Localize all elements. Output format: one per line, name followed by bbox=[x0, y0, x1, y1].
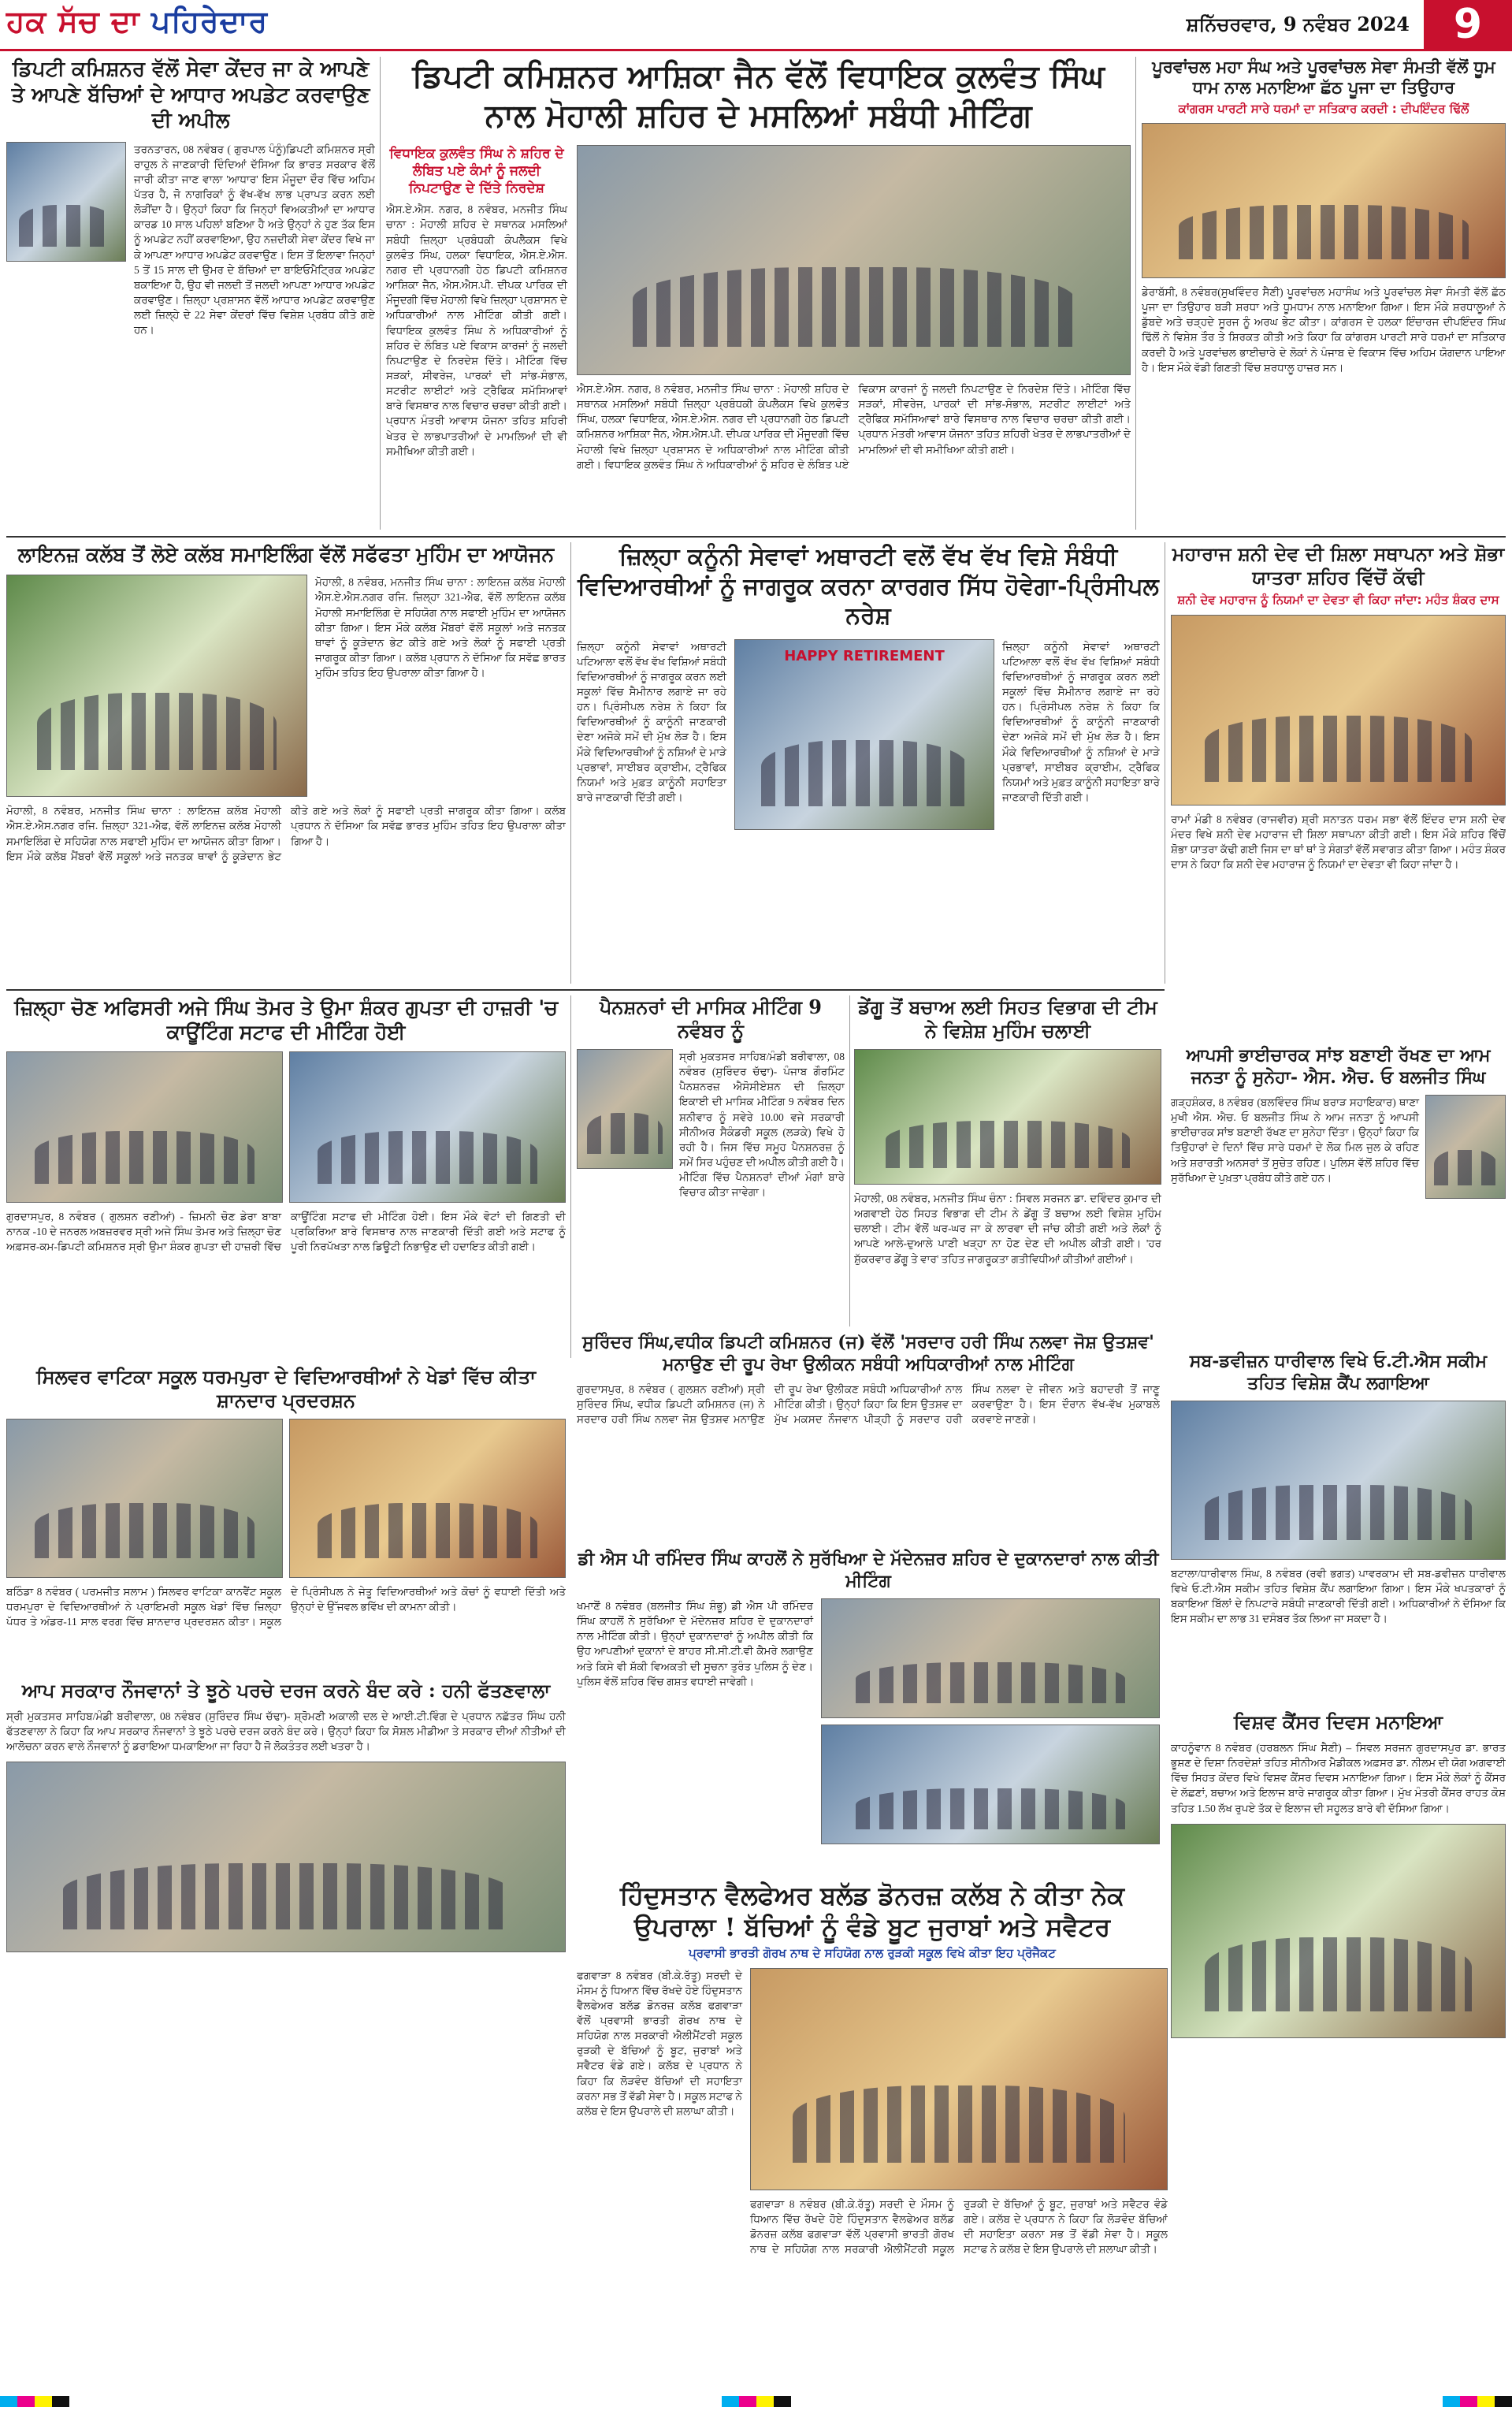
article-body: ਬਠਿੰਡਾ 8 ਨਵੰਬਰ ( ਪਰਮਜੀਤ ਸਲਾਮ ) ਸਿਲਵਰ ਵਾਟਿਕਾ ਕਾਨਵੈਂਟ ਸਕੂਲ ਧਰਮਪੁਰਾ ਦੇ ਵਿਦਿਆਰਥੀਆਂ ਨੇ ਪ੍ਰਾਇਮਰੀ ਸਕੂਲ ਖੇਡਾਂ ਵਿੱਚ ਜ਼ਿਲ੍ਹਾ ਪੱਧਰ ਤੇ ਅੰਡਰ-11 ਸਾਲ ਵਰਗ ਵਿੱਚ ਸ਼ਾਨਦਾਰ ਪ੍ਰਦਰਸ਼ਨ ਕੀਤਾ। ਸਕੂਲ ਦੇ ਪ੍ਰਿੰਸੀਪਲ ਨੇ ਜੇਤੂ ਵਿਦਿਆਰਥੀਆਂ ਅਤੇ ਕੋਚਾਂ ਨੂੰ ਵਧਾਈ ਦਿੱਤੀ ਅਤੇ ਉਨ੍ਹਾਂ ਦੇ ਉੱਜਵਲ ਭਵਿੱਖ ਦੀ ਕਾਮਨਾ ਕੀਤੀ। bbox=[6, 1586, 566, 1628]
logo-left: ਹਕ ਸੱਚ ਦਾ bbox=[6, 3, 140, 39]
article-photo bbox=[6, 1762, 566, 1952]
column-divider bbox=[380, 57, 381, 530]
article-dengue bbox=[854, 995, 1161, 1326]
article-ots-camp bbox=[1171, 1351, 1506, 1706]
article-body: ਐਸ.ਏ.ਐਸ. ਨਗਰ, 8 ਨਵੰਬਰ, ਮਨਜੀਤ ਸਿੰਘ ਚਾਨਾ : ਮੋਹਾਲੀ ਸ਼ਹਿਰ ਦੇ ਸਥਾਨਕ ਮਸਲਿਆਂ ਸਬੰਧੀ ਜ਼ਿਲ੍ਹਾ ਪ੍ਰਬੰਧਕੀ ਕੰਪਲੈਕਸ ਵਿਖੇ ਕੁਲਵੰਤ ਸਿੰਘ, ਹਲਕਾ ਵਿਧਾਇਕ, ਐਸ.ਏ.ਐਸ. ਨਗਰ ਦੀ ਪ੍ਰਧਾਨਗੀ ਹੇਠ ਡਿਪਟੀ ਕਮਿਸ਼ਨਰ ਆਸ਼ਿਕਾ ਜੈਨ, ਐਸ.ਐਸ.ਪੀ. ਦੀਪਕ ਪਾਰਿਕ ਦੀ ਮੌਜੂਦਗੀ ਵਿੱਚ ਮੋਹਾਲੀ ਵਿਖੇ ਜ਼ਿਲ੍ਹਾ ਪ੍ਰਸ਼ਾਸਨ ਦੇ ਅਧਿਕਾਰੀਆਂ ਨਾਲ ਮੀਟਿੰਗ ਕੀਤੀ ਗਈ। ਵਿਧਾਇਕ ਕੁਲਵੰਤ ਸਿੰਘ ਨੇ ਅਧਿਕਾਰੀਆਂ ਨੂੰ ਸ਼ਹਿਰ ਦੇ ਲੰਬਿਤ ਪਏ ਵਿਕਾਸ ਕਾਰਜਾਂ ਨੂੰ ਜਲਦੀ ਨਿਪਟਾਉਣ ਦੇ ਨਿਰਦੇਸ਼ ਦਿੱਤੇ। ਮੀਟਿੰਗ ਵਿੱਚ ਸੜਕਾਂ, ਸੀਵਰੇਜ, ਪਾਰਕਾਂ ਦੀ ਸਾਂਭ-ਸੰਭਾਲ, ਸਟਰੀਟ ਲਾਈਟਾਂ ਅਤੇ ਟ੍ਰੈਫਿਕ ਸਮੱਸਿਆਵਾਂ ਬਾਰੇ ਵਿਸਥਾਰ ਨਾਲ ਵਿਚਾਰ ਚਰਚਾ ਕੀਤੀ ਗਈ। ਪ੍ਰਧਾਨ ਮੰਤਰੀ ਆਵਾਸ ਯੋਜਨਾ ਤਹਿਤ ਸ਼ਹਿਰੀ ਖੇਤਰ ਦੇ ਲਾਭਪਾਤਰੀਆਂ ਦੇ ਮਾਮਲਿਆਂ ਦੀ ਵੀ ਸਮੀਖਿਆ ਕੀਤੀ ਗਈ। bbox=[386, 203, 567, 457]
article-body: ਖਮਾਣੋਂ 8 ਨਵੰਬਰ (ਬਲਜੀਤ ਸਿੰਘ ਸ਼ੰਭੂ) ਡੀ ਐਸ ਪੀ ਰਮਿੰਦਰ ਸਿੰਘ ਕਾਹਲੋਂ ਨੇ ਸੁਰੱਖਿਆ ਦੇ ਮੱਦੇਨਜ਼ਰ ਸ਼ਹਿਰ ਦੇ ਦੁਕਾਨਦਾਰਾਂ ਨਾਲ ਮੀਟਿੰਗ ਕੀਤੀ। ਉਨ੍ਹਾਂ ਦੁਕਾਨਦਾਰਾਂ ਨੂੰ ਅਪੀਲ ਕੀਤੀ ਕਿ ਉਹ ਆਪਣੀਆਂ ਦੁਕਾਨਾਂ ਦੇ ਬਾਹਰ ਸੀ.ਸੀ.ਟੀ.ਵੀ ਕੈਮਰੇ ਲਗਾਉਣ ਅਤੇ ਕਿਸੇ ਵੀ ਸ਼ੱਕੀ ਵਿਅਕਤੀ ਦੀ ਸੂਚਨਾ ਤੁਰੰਤ ਪੁਲਿਸ ਨੂੰ ਦੇਣ। ਪੁਲਿਸ ਵੱਲੋਂ ਸ਼ਹਿਰ ਵਿੱਚ ਗਸ਼ਤ ਵਧਾਈ ਜਾਵੇਗੀ। bbox=[577, 1600, 813, 1687]
article-headline: ਹਿੰਦੁਸਤਾਨ ਵੈਲਫੇਅਰ ਬਲੱਡ ਡੋਨਰਜ਼ ਕਲੱਬ ਨੇ ਕੀਤਾ ਨੇਕ ਉਪਰਾਲਾ ! ਬੱਚਿਆਂ ਨੂੰ ਵੰਡੇ ਬੂਟ ਜੁਰਾਬਾਂ ਅਤੇ ਸਵੈਟਰ bbox=[619, 1881, 1125, 1942]
article-photo bbox=[750, 1968, 1168, 2190]
article-body-continued: ਜ਼ਿਲ੍ਹਾ ਕਨੂੰਨੀ ਸੇਵਾਵਾਂ ਅਥਾਰਟੀ ਪਟਿਆਲਾ ਵਲੋਂ ਵੱਖ ਵੱਖ ਵਿਸ਼ਿਆਂ ਸਬੰਧੀ ਵਿਦਿਆਰਥੀਆਂ ਨੂੰ ਜਾਗਰੂਕ ਕਰਨ ਲਈ ਸਕੂਲਾਂ ਵਿੱਚ ਸੈਮੀਨਾਰ ਲਗਾਏ ਜਾ ਰਹੇ ਹਨ। ਪ੍ਰਿੰਸੀਪਲ ਨਰੇਸ਼ ਨੇ ਕਿਹਾ ਕਿ ਵਿਦਿਆਰਥੀਆਂ ਨੂੰ ਕਾਨੂੰਨੀ ਜਾਣਕਾਰੀ ਦੇਣਾ ਅਜੋਕੇ ਸਮੇਂ ਦੀ ਮੁੱਖ ਲੋੜ ਹੈ। ਇਸ ਮੌਕੇ ਵਿਦਿਆਰਥੀਆਂ ਨੂੰ ਨਸ਼ਿਆਂ ਦੇ ਮਾੜੇ ਪ੍ਰਭਾਵਾਂ, ਸਾਈਬਰ ਕ੍ਰਾਈਮ, ਟ੍ਰੈਫਿਕ ਨਿਯਮਾਂ ਅਤੇ ਮੁਫ਼ਤ ਕਾਨੂੰਨੀ ਸਹਾਇਤਾ ਬਾਰੇ ਜਾਣਕਾਰੀ ਦਿੱਤੀ ਗਈ। bbox=[1002, 640, 1160, 804]
article-body-continued: ਮੋਹਾਲੀ, 8 ਨਵੰਬਰ, ਮਨਜੀਤ ਸਿੰਘ ਚਾਨਾ : ਲਾਇਨਜ਼ ਕਲੱਬ ਮੋਹਾਲੀ ਐਸ.ਏ.ਐਸ.ਨਗਰ ਰਜਿ. ਜ਼ਿਲ੍ਹਾ 321-ਐਫ, ਵੱਲੋਂ ਲਾਇਨਜ਼ ਕਲੱਬ ਮੋਹਾਲੀ ਸਮਾਇਲਿੰਗ ਦੇ ਸਹਿਯੋਗ ਨਾਲ ਸਫਾਈ ਮੁਹਿੰਮ ਦਾ ਆਯੋਜਨ ਕੀਤਾ ਗਿਆ। ਇਸ ਮੌਕੇ ਕਲੱਬ ਮੈਂਬਰਾਂ ਵੱਲੋਂ ਸਕੂਲਾਂ ਅਤੇ ਜਨਤਕ ਥਾਵਾਂ ਨੂੰ ਕੂੜੇਦਾਨ ਭੇਟ ਕੀਤੇ ਗਏ ਅਤੇ ਲੋਕਾਂ ਨੂੰ ਸਫਾਈ ਪ੍ਰਤੀ ਜਾਗਰੂਕ ਕੀਤਾ ਗਿਆ। ਕਲੱਬ ਪ੍ਰਧਾਨ ਨੇ ਦੱਸਿਆ ਕਿ ਸਵੱਛ ਭਾਰਤ ਮੁਹਿੰਮ ਤਹਿਤ ਇਹ ਉਪਰਾਲਾ ਕੀਤਾ ਗਿਆ ਹੈ। bbox=[6, 805, 566, 862]
article-photo bbox=[6, 575, 307, 797]
article-pensioners bbox=[577, 995, 845, 1326]
article-subheadline: ਪ੍ਰਵਾਸੀ ਭਾਰਤੀ ਗੋਰਖ ਨਾਥ ਦੇ ਸਹਿਯੋਗ ਨਾਲ ਰੁੜਕੀ ਸਕੂਲ ਵਿਖੇ ਕੀਤਾ ਇਹ ਪ੍ਰੋਜੈਕਟ bbox=[689, 1946, 1056, 1960]
article-hari-singh-nalwa bbox=[577, 1332, 1160, 1545]
section-divider bbox=[6, 536, 1506, 538]
article-blood-donors-club bbox=[577, 1880, 1168, 2364]
print-registration-bar bbox=[0, 2392, 1512, 2411]
person-photo bbox=[1425, 1095, 1506, 1199]
article-photo bbox=[1171, 1824, 1506, 2038]
article-legal-services bbox=[577, 542, 1160, 984]
article-mohali-meeting bbox=[386, 57, 1131, 530]
article-body: ਸ੍ਰੀ ਮੁਕਤਸਰ ਸਾਹਿਬ/ਮੰਡੀ ਬਰੀਵਾਲਾ, 08 ਨਵੰਬਰ (ਸੁਰਿੰਦਰ ਸਿੰਘ ਚੱਢਾ)- ਸ਼੍ਰੋਮਣੀ ਅਕਾਲੀ ਦਲ ਦੇ ਆਈ.ਟੀ.ਵਿੰਗ ਦੇ ਪ੍ਰਧਾਨ ਨਛੱਤਰ ਸਿੰਘ ਹਨੀ ਫੱਤਣਵਾਲਾ ਨੇ ਕਿਹਾ ਕਿ ਆਪ ਸਰਕਾਰ ਨੌਜਵਾਨਾਂ ਤੇ ਝੂਠੇ ਪਰਚੇ ਦਰਜ ਕਰਨੇ ਬੰਦ ਕਰੇ। ਉਨ੍ਹਾਂ ਕਿਹਾ ਕਿ ਸੋਸ਼ਲ ਮੀਡੀਆ ਤੇ ਸਰਕਾਰ ਦੀਆਂ ਨੀਤੀਆਂ ਦੀ ਆਲੋਚਨਾ ਕਰਨ ਵਾਲੇ ਨੌਜਵਾਨਾਂ ਨੂੰ ਡਰਾਇਆ ਧਮਕਾਇਆ ਜਾ ਰਿਹਾ ਹੈ ਜੋ ਲੋਕਤੰਤਰ ਲਈ ਖਤਰਾ ਹੈ। bbox=[6, 1710, 566, 1753]
person-photo bbox=[577, 1049, 673, 1169]
article-headline: ਸੁਰਿੰਦਰ ਸਿੰਘ,ਵਧੀਕ ਡਿਪਟੀ ਕਮਿਸ਼ਨਰ (ਜ) ਵੱਲੋਂ 'ਸਰਦਾਰ ਹਰੀ ਸਿੰਘ ਨਲਵਾ ਜੋਸ਼ ਉਤਸ਼ਵ' ਮਨਾਉਣ ਦੀ ਰੂਪ ਰੇਖਾ ਉਲੀਕਨ ਸਬੰਧੀ ਅਧਿਕਾਰੀਆਂ ਨਾਲ ਮੀਟਿੰਗ bbox=[582, 1332, 1154, 1375]
article-body: ਡੇਰਾਬੱਸੀ, 8 ਨਵੰਬਰ(ਸੁਖਵਿੰਦਰ ਸੈਣੀ) ਪੂਰਵਾਂਚਲ ਮਹਾਸੰਘ ਅਤੇ ਪੂਰਵਾਂਚਲ ਸੇਵਾ ਸੰਮਤੀ ਵੱਲੋਂ ਛੱਠ ਪੂਜਾ ਦਾ ਤਿਉਹਾਰ ਬੜੀ ਸ਼ਰਧਾ ਅਤੇ ਧੂਮਧਾਮ ਨਾਲ ਮਨਾਇਆ ਗਿਆ। ਇਸ ਮੌਕੇ ਸ਼ਰਧਾਲੂਆਂ ਨੇ ਡੁੱਬਦੇ ਅਤੇ ਚੜ੍ਹਦੇ ਸੂਰਜ ਨੂੰ ਅਰਘ ਭੇਟ ਕੀਤਾ। ਕਾਂਗਰਸ ਦੇ ਹਲਕਾ ਇੰਚਾਰਜ ਦੀਪਇੰਦਰ ਸਿੰਘ ਢਿੱਲੋਂ ਨੇ ਵਿਸ਼ੇਸ਼ ਤੌਰ ਤੇ ਸ਼ਿਰਕਤ ਕੀਤੀ ਅਤੇ ਕਿਹਾ ਕਿ ਕਾਂਗਰਸ ਪਾਰਟੀ ਸਾਰੇ ਧਰਮਾਂ ਦਾ ਸਤਿਕਾਰ ਕਰਦੀ ਹੈ ਅਤੇ ਪੂਰਵਾਂਚਲ ਭਾਈਚਾਰੇ ਦੇ ਲੋਕਾਂ ਨੇ ਪੰਜਾਬ ਦੇ ਵਿਕਾਸ ਵਿੱਚ ਅਹਿਮ ਯੋਗਦਾਨ ਪਾਇਆ ਹੈ। ਇਸ ਮੌਕੇ ਵੱਡੀ ਗਿਣਤੀ ਵਿੱਚ ਸ਼ਰਧਾਲੂ ਹਾਜ਼ਰ ਸਨ। bbox=[1142, 286, 1506, 374]
article-cancer-day bbox=[1171, 1710, 1506, 2364]
article-photo bbox=[6, 1419, 283, 1578]
article-headline: ਵਿਸ਼ਵ ਕੈਂਸਰ ਦਿਵਸ ਮਨਾਇਆ bbox=[1233, 1710, 1443, 1733]
column-divider bbox=[570, 995, 571, 1358]
article-body: ਫਗਵਾੜਾ 8 ਨਵੰਬਰ (ਬੀ.ਕੇ.ਰੱਤੂ) ਸਰਦੀ ਦੇ ਮੌਸਮ ਨੂੰ ਧਿਆਨ ਵਿੱਚ ਰੱਖਦੇ ਹੋਏ ਹਿੰਦੁਸਤਾਨ ਵੈਲਫੇਅਰ ਬਲੱਡ ਡੋਨਰਜ਼ ਕਲੱਬ ਫਗਵਾੜਾ ਵੱਲੋਂ ਪ੍ਰਵਾਸੀ ਭਾਰਤੀ ਗੋਰਖ ਨਾਥ ਦੇ ਸਹਿਯੋਗ ਨਾਲ ਸਰਕਾਰੀ ਐਲੀਮੈਂਟਰੀ ਸਕੂਲ ਰੁੜਕੀ ਦੇ ਬੱਚਿਆਂ ਨੂੰ ਬੂਟ, ਜੁਰਾਬਾਂ ਅਤੇ ਸਵੈਟਰ ਵੰਡੇ ਗਏ। ਕਲੱਬ ਦੇ ਪ੍ਰਧਾਨ ਨੇ ਕਿਹਾ ਕਿ ਲੋੜਵੰਦ ਬੱਚਿਆਂ ਦੀ ਸਹਾਇਤਾ ਕਰਨਾ ਸਭ ਤੋਂ ਵੱਡੀ ਸੇਵਾ ਹੈ। ਸਕੂਲ ਸਟਾਫ ਨੇ ਕਲੱਬ ਦੇ ਇਸ ਉਪਰਾਲੇ ਦੀ ਸ਼ਲਾਘਾ ਕੀਤੀ। bbox=[577, 1969, 742, 2117]
article-lions-club bbox=[6, 542, 566, 984]
article-headline: ਜ਼ਿਲ੍ਹਾ ਚੋਣ ਅਫਿਸਰੀ ਅਜੇ ਸਿੰਘ ਤੋਮਰ ਤੇ ਉਮਾ ਸ਼ੰਕਰ ਗੁਪਤਾ ਦੀ ਹਾਜ਼ਰੀ 'ਚ ਕਾਊਂਟਿੰਗ ਸਟਾਫ ਦੀ ਮੀਟਿੰਗ ਹੋਈ bbox=[14, 996, 558, 1044]
article-headline: ਆਪਸੀ ਭਾਈਚਾਰਕ ਸਾਂਝ ਬਣਾਈ ਰੱਖਣ ਦਾ ਆਮ ਜਨਤਾ ਨੂੰ ਸੁਨੇਹਾ- ਐਸ. ਐਚ. ਓ ਬਲਜੀਤ ਸਿੰਘ bbox=[1186, 1045, 1491, 1088]
article-headline: ਪੈਨਸ਼ਨਰਾਂ ਦੀ ਮਾਸਿਕ ਮੀਟਿੰਗ 9 ਨਵੰਬਰ ਨੂੰ bbox=[600, 995, 822, 1042]
article-photo bbox=[1142, 123, 1506, 278]
article-chhath-puja bbox=[1142, 57, 1506, 530]
cmyk-marks-right bbox=[1443, 2396, 1512, 2407]
column-divider bbox=[1135, 57, 1136, 530]
column-divider bbox=[849, 995, 850, 1326]
article-headline: ਆਪ ਸਰਕਾਰ ਨੌਜਵਾਨਾਂ ਤੇ ਝੂਠੇ ਪਰਚੇ ਦਰਜ ਕਰਨੇ ਬੰਦ ਕਰੇ : ਹਨੀ ਫੱਤਣਵਾਲਾ bbox=[21, 1679, 551, 1702]
article-aadhaar-update bbox=[6, 57, 375, 530]
article-photo bbox=[1171, 615, 1506, 806]
article-aap-false-cases bbox=[6, 1679, 566, 2364]
article-headline: ਡਿਪਟੀ ਕਮਿਸ਼ਨਰ ਆਸ਼ਿਕਾ ਜੈਨ ਵੱਲੋਂ ਵਿਧਾਇਕ ਕੁਲਵੰਤ ਸਿੰਘ ਨਾਲ ਮੋਹਾਲੀ ਸ਼ਹਿਰ ਦੇ ਮਸਲਿਆਂ ਸਬੰਧੀ ਮੀਟਿੰਗ bbox=[412, 58, 1105, 134]
cmyk-marks-center bbox=[722, 2396, 791, 2407]
newspaper-logo bbox=[6, 3, 268, 39]
article-headline: ਸਬ-ਡਵੀਜ਼ਨ ਧਾਰੀਵਾਲ ਵਿਖੇ ਓ.ਟੀ.ਐਸ ਸਕੀਮ ਤਹਿਤ ਵਿਸ਼ੇਸ਼ ਕੈਂਪ ਲਗਾਇਆ bbox=[1189, 1351, 1488, 1393]
masthead bbox=[0, 0, 1512, 51]
article-photo bbox=[821, 1725, 1160, 1844]
article-body: ਗੁਰਦਾਸਪੁਰ, 8 ਨਵੰਬਰ ( ਗੁਲਸ਼ਨ ਰਣੀਆਂ) - ਜ਼ਿਮਨੀ ਚੋਣ ਡੇਰਾ ਬਾਬਾ ਨਾਨਕ -10 ਦੇ ਜਨਰਲ ਅਬਜ਼ਰਵਰ ਸ੍ਰੀ ਅਜੇ ਸਿੰਘ ਤੋਮਰ ਅਤੇ ਜ਼ਿਲ੍ਹਾ ਚੋਣ ਅਫ਼ਸਰ-ਕਮ-ਡਿਪਟੀ ਕਮਿਸ਼ਨਰ ਸ੍ਰੀ ਉਮਾ ਸ਼ੰਕਰ ਗੁਪਤਾ ਦੀ ਹਾਜ਼ਰੀ ਵਿੱਚ ਕਾਊਂਟਿੰਗ ਸਟਾਫ ਦੀ ਮੀਟਿੰਗ ਹੋਈ। ਇਸ ਮੌਕੇ ਵੋਟਾਂ ਦੀ ਗਿਣਤੀ ਦੀ ਪ੍ਰਕਿਰਿਆ ਬਾਰੇ ਵਿਸਥਾਰ ਨਾਲ ਜਾਣਕਾਰੀ ਦਿੱਤੀ ਗਈ ਅਤੇ ਸਟਾਫ ਨੂੰ ਪੂਰੀ ਨਿਰਪੱਖਤਾ ਨਾਲ ਡਿਊਟੀ ਨਿਭਾਉਣ ਦੀ ਹਦਾਇਤ ਕੀਤੀ ਗਈ। bbox=[6, 1210, 566, 1252]
article-body: ਮੋਹਾਲੀ, 8 ਨਵੰਬਰ, ਮਨਜੀਤ ਸਿੰਘ ਚਾਨਾ : ਲਾਇਨਜ਼ ਕਲੱਬ ਮੋਹਾਲੀ ਐਸ.ਏ.ਐਸ.ਨਗਰ ਰਜਿ. ਜ਼ਿਲ੍ਹਾ 321-ਐਫ, ਵੱਲੋਂ ਲਾਇਨਜ਼ ਕਲੱਬ ਮੋਹਾਲੀ ਸਮਾਇਲਿੰਗ ਦੇ ਸਹਿਯੋਗ ਨਾਲ ਸਫਾਈ ਮੁਹਿੰਮ ਦਾ ਆਯੋਜਨ ਕੀਤਾ ਗਿਆ। ਇਸ ਮੌਕੇ ਕਲੱਬ ਮੈਂਬਰਾਂ ਵੱਲੋਂ ਸਕੂਲਾਂ ਅਤੇ ਜਨਤਕ ਥਾਵਾਂ ਨੂੰ ਕੂੜੇਦਾਨ ਭੇਟ ਕੀਤੇ ਗਏ ਅਤੇ ਲੋਕਾਂ ਨੂੰ ਸਫਾਈ ਪ੍ਰਤੀ ਜਾਗਰੂਕ ਕੀਤਾ ਗਿਆ। ਕਲੱਬ ਪ੍ਰਧਾਨ ਨੇ ਦੱਸਿਆ ਕਿ ਸਵੱਛ ਭਾਰਤ ਮੁਹਿੰਮ ਤਹਿਤ ਇਹ ਉਪਰਾਲਾ ਕੀਤਾ ਗਿਆ ਹੈ। bbox=[315, 576, 566, 679]
article-silver-vatika bbox=[6, 1365, 566, 1672]
logo-right: ਪਹਿਰੇਦਾਰ bbox=[150, 3, 269, 39]
article-headline: ਜ਼ਿਲ੍ਹਾ ਕਨੂੰਨੀ ਸੇਵਾਵਾਂ ਅਥਾਰਟੀ ਵਲੋਂ ਵੱਖ ਵੱਖ ਵਿਸ਼ੇ ਸੰਬੰਧੀ ਵਿਦਿਆਰਥੀਆਂ ਨੂੰ ਜਾਗਰੂਕ ਕਰਨਾ ਕਾਰਗਰ ਸਿੱਧ ਹੋਵੇਗਾ-ਪ੍ਰਿੰਸੀਪਲ ਨਰੇਸ਼ bbox=[578, 543, 1159, 630]
article-body-continued: ਫਗਵਾੜਾ 8 ਨਵੰਬਰ (ਬੀ.ਕੇ.ਰੱਤੂ) ਸਰਦੀ ਦੇ ਮੌਸਮ ਨੂੰ ਧਿਆਨ ਵਿੱਚ ਰੱਖਦੇ ਹੋਏ ਹਿੰਦੁਸਤਾਨ ਵੈਲਫੇਅਰ ਬਲੱਡ ਡੋਨਰਜ਼ ਕਲੱਬ ਫਗਵਾੜਾ ਵੱਲੋਂ ਪ੍ਰਵਾਸੀ ਭਾਰਤੀ ਗੋਰਖ ਨਾਥ ਦੇ ਸਹਿਯੋਗ ਨਾਲ ਸਰਕਾਰੀ ਐਲੀਮੈਂਟਰੀ ਸਕੂਲ ਰੁੜਕੀ ਦੇ ਬੱਚਿਆਂ ਨੂੰ ਬੂਟ, ਜੁਰਾਬਾਂ ਅਤੇ ਸਵੈਟਰ ਵੰਡੇ ਗਏ। ਕਲੱਬ ਦੇ ਪ੍ਰਧਾਨ ਨੇ ਕਿਹਾ ਕਿ ਲੋੜਵੰਦ ਬੱਚਿਆਂ ਦੀ ਸਹਾਇਤਾ ਕਰਨਾ ਸਭ ਤੋਂ ਵੱਡੀ ਸੇਵਾ ਹੈ। ਸਕੂਲ ਸਟਾਫ ਨੇ ਕਲੱਬ ਦੇ ਇਸ ਉਪਰਾਲੇ ਦੀ ਸ਼ਲਾਘਾ ਕੀਤੀ। bbox=[750, 2197, 1168, 2255]
article-photo bbox=[1171, 1401, 1506, 1560]
article-headline: ਸਿਲਵਰ ਵਾਟਿਕਾ ਸਕੂਲ ਧਰਮਪੁਰਾ ਦੇ ਵਿਦਿਆਰਥੀਆਂ ਨੇ ਖੇਡਾਂ ਵਿੱਚ ਕੀਤਾ ਸ਼ਾਨਦਾਰ ਪ੍ਰਦਰਸ਼ਨ bbox=[35, 1365, 537, 1412]
article-body: ਸ੍ਰੀ ਮੁਕਤਸਰ ਸਾਹਿਬ/ਮੰਡੀ ਬਰੀਵਾਲਾ, 08 ਨਵੰਬਰ (ਸੁਰਿੰਦਰ ਚੱਢਾ)- ਪੰਜਾਬ ਗੌਰਮਿੰਟ ਪੈਨਸ਼ਨਰਜ਼ ਐਸੋਸੀਏਸ਼ਨ ਦੀ ਜ਼ਿਲ੍ਹਾ ਇਕਾਈ ਦੀ ਮਾਸਿਕ ਮੀਟਿੰਗ 9 ਨਵੰਬਰ ਦਿਨ ਸ਼ਨੀਵਾਰ ਨੂੰ ਸਵੇਰੇ 10.00 ਵਜੇ ਸਰਕਾਰੀ ਸੀਨੀਅਰ ਸੈਕੰਡਰੀ ਸਕੂਲ (ਲੜਕੇ) ਵਿਖੇ ਹੋ ਰਹੀ ਹੈ। ਜਿਸ ਵਿੱਚ ਸਮੂਹ ਪੈਨਸ਼ਨਰਜ਼ ਨੂੰ ਸਮੇਂ ਸਿਰ ਪਹੁੰਚਣ ਦੀ ਅਪੀਲ ਕੀਤੀ ਗਈ ਹੈ। ਮੀਟਿੰਗ ਵਿੱਚ ਪੈਨਸ਼ਨਰਾਂ ਦੀਆਂ ਮੰਗਾਂ ਬਾਰੇ ਵਿਚਾਰ ਕੀਤਾ ਜਾਵੇਗਾ। bbox=[679, 1051, 845, 1199]
section-divider bbox=[6, 989, 1165, 991]
article-sho-baljit bbox=[1171, 1045, 1506, 1345]
article-photo bbox=[289, 1051, 566, 1203]
article-photo bbox=[854, 1049, 1161, 1185]
article-photo bbox=[289, 1419, 566, 1578]
article-headline: ਮਹਾਰਾਜ ਸ਼ਨੀ ਦੇਵ ਦੀ ਸ਼ਿਲਾ ਸਥਾਪਨਾ ਅਤੇ ਸ਼ੋਭਾ ਯਾਤਰਾ ਸ਼ਹਿਰ ਵਿੱਚੋਂ ਕੱਢੀ bbox=[1172, 542, 1505, 589]
article-headline: ਲਾਇਨਜ਼ ਕਲੱਬ ਤੋਂ ਲੋਏ ਕਲੱਬ ਸਮਾਇਲਿੰਗ ਵੱਲੋਂ ਸਫੱਫਤਾ ਮੁਹਿੰਮ ਦਾ ਆਯੋਜਨ bbox=[17, 543, 555, 566]
article-subheadline: ਕਾਂਗਰਸ ਪਾਰਟੀ ਸਾਰੇ ਧਰਮਾਂ ਦਾ ਸਤਿਕਾਰ ਕਰਦੀ : ਦੀਪਇੰਦਰ ਢਿੱਲੋਂ bbox=[1178, 101, 1469, 116]
article-photo bbox=[6, 142, 126, 262]
article-body: ਜ਼ਿਲ੍ਹਾ ਕਨੂੰਨੀ ਸੇਵਾਵਾਂ ਅਥਾਰਟੀ ਪਟਿਆਲਾ ਵਲੋਂ ਵੱਖ ਵੱਖ ਵਿਸ਼ਿਆਂ ਸਬੰਧੀ ਵਿਦਿਆਰਥੀਆਂ ਨੂੰ ਜਾਗਰੂਕ ਕਰਨ ਲਈ ਸਕੂਲਾਂ ਵਿੱਚ ਸੈਮੀਨਾਰ ਲਗਾਏ ਜਾ ਰਹੇ ਹਨ। ਪ੍ਰਿੰਸੀਪਲ ਨਰੇਸ਼ ਨੇ ਕਿਹਾ ਕਿ ਵਿਦਿਆਰਥੀਆਂ ਨੂੰ ਕਾਨੂੰਨੀ ਜਾਣਕਾਰੀ ਦੇਣਾ ਅਜੋਕੇ ਸਮੇਂ ਦੀ ਮੁੱਖ ਲੋੜ ਹੈ। ਇਸ ਮੌਕੇ ਵਿਦਿਆਰਥੀਆਂ ਨੂੰ ਨਸ਼ਿਆਂ ਦੇ ਮਾੜੇ ਪ੍ਰਭਾਵਾਂ, ਸਾਈਬਰ ਕ੍ਰਾਈਮ, ਟ੍ਰੈਫਿਕ ਨਿਯਮਾਂ ਅਤੇ ਮੁਫ਼ਤ ਕਾਨੂੰਨੀ ਸਹਾਇਤਾ ਬਾਰੇ ਜਾਣਕਾਰੀ ਦਿੱਤੀ ਗਈ। bbox=[577, 640, 726, 804]
column-divider bbox=[570, 542, 571, 984]
article-headline: ਪੂਰਵਾਂਚਲ ਮਹਾ ਸੰਘ ਅਤੇ ਪੂਰਵਾਂਚਲ ਸੇਵਾ ਸੰਮਤੀ ਵੱਲੋਂ ਧੂਮ ਧਾਮ ਨਾਲ ਮਨਾਇਆ ਛੱਠ ਪੂਜਾ ਦਾ ਤਿਉਹਾਰ bbox=[1152, 57, 1495, 98]
article-body: ਬਟਾਲਾ/ਧਾਰੀਵਾਲ ਸਿੰਘ, 8 ਨਵੰਬਰ (ਰਵੀ ਭਗਤ) ਪਾਵਰਕਾਮ ਦੀ ਸਬ-ਡਵੀਜ਼ਨ ਧਾਰੀਵਾਲ ਵਿਖੇ ਓ.ਟੀ.ਐਸ ਸਕੀਮ ਤਹਿਤ ਵਿਸ਼ੇਸ਼ ਕੈਂਪ ਲਗਾਇਆ ਗਿਆ। ਇਸ ਮੌਕੇ ਖਪਤਕਾਰਾਂ ਨੂੰ ਬਕਾਇਆ ਬਿੱਲਾਂ ਦੇ ਨਿਪਟਾਰੇ ਸਬੰਧੀ ਜਾਣਕਾਰੀ ਦਿੱਤੀ ਗਈ। ਅਧਿਕਾਰੀਆਂ ਨੇ ਦੱਸਿਆ ਕਿ ਇਸ ਸਕੀਮ ਦਾ ਲਾਭ 31 ਦਸੰਬਰ ਤੱਕ ਲਿਆ ਜਾ ਸਕਦਾ ਹੈ। bbox=[1171, 1568, 1506, 1625]
article-headline: ਡੀ ਐਸ ਪੀ ਰਮਿੰਦਰ ਸਿੰਘ ਕਾਹਲੋਂ ਨੇ ਸੁਰੱਖਿਆ ਦੇ ਮੱਦੇਨਜ਼ਰ ਸ਼ਹਿਰ ਦੇ ਦੁਕਾਨਦਾਰਾਂ ਨਾਲ ਕੀਤੀ ਮੀਟਿੰਗ bbox=[578, 1549, 1159, 1591]
article-shani-dev bbox=[1171, 542, 1506, 1039]
photo-banner-text: HAPPY RETIREMENT bbox=[784, 647, 945, 664]
article-body: ਤਰਨਤਾਰਨ, 08 ਨਵੰਬਰ ( ਗੁਰਪਾਲ ਪੰਨੂੰ)ਡਿਪਟੀ ਕਮਿਸ਼ਨਰ ਸ੍ਰੀ ਰਾਹੁਲ ਨੇ ਜਾਣਕਾਰੀ ਦਿੰਦਿਆਂ ਦੱਸਿਆ ਕਿ ਭਾਰਤ ਸਰਕਾਰ ਵੱਲੋਂ ਜਾਰੀ ਕੀਤਾ ਜਾਣ ਵਾਲਾ 'ਆਧਾਰ' ਇਸ ਮੌਜੂਦਾ ਦੌਰ ਵਿੱਚ ਅਹਿਮ ਪੱਤਰ ਹੈ, ਜੋ ਨਾਗਰਿਕਾਂ ਨੂੰ ਵੱਖ-ਵੱਖ ਲਾਭ ਪ੍ਰਾਪਤ ਕਰਨ ਲਈ ਲੋੜੀਂਦਾ ਹੈ। ਉਨ੍ਹਾਂ ਕਿਹਾ ਕਿ ਜਿਨ੍ਹਾਂ ਵਿਅਕਤੀਆਂ ਦਾ ਆਧਾਰ ਕਾਰਡ 10 ਸਾਲ ਪਹਿਲਾਂ ਬਣਿਆ ਹੈ ਅਤੇ ਉਨ੍ਹਾਂ ਨੇ ਹੁਣ ਤੱਕ ਇਸ ਨੂੰ ਅਪਡੇਟ ਨਹੀਂ ਕਰਵਾਇਆ, ਉਹ ਨਜ਼ਦੀਕੀ ਸੇਵਾ ਕੇਂਦਰ ਵਿਖੇ ਜਾ ਕੇ ਆਪਣਾ ਆਧਾਰ ਅਪਡੇਟ ਕਰਵਾਉਣ। ਇਸ ਤੋਂ ਇਲਾਵਾ ਜਿਨ੍ਹਾਂ 5 ਤੋਂ 15 ਸਾਲ ਦੀ ਉਮਰ ਦੇ ਬੱਚਿਆਂ ਦਾ ਬਾਇਓਮੈਟ੍ਰਿਕ ਅਪਡੇਟ ਬਕਾਇਆ ਹੈ, ਉਹ ਵੀ ਜਲਦੀ ਤੋਂ ਜਲਦੀ ਆਪਣਾ ਆਧਾਰ ਅਪਡੇਟ ਕਰਵਾਉਣ। ਜ਼ਿਲ੍ਹਾ ਪ੍ਰਸ਼ਾਸਨ ਵੱਲੋਂ ਆਧਾਰ ਅਪਡੇਟ ਕਰਵਾਉਣ ਲਈ ਜ਼ਿਲ੍ਹੇ ਦੇ 22 ਸੇਵਾ ਕੇਂਦਰਾਂ ਵਿੱਚ ਵਿਸ਼ੇਸ਼ ਪ੍ਰਬੰਧ ਕੀਤੇ ਗਏ ਹਨ। bbox=[134, 143, 375, 337]
article-subheadline: ਵਿਧਾਇਕ ਕੁਲਵੰਤ ਸਿੰਘ ਨੇ ਸ਼ਹਿਰ ਦੇ ਲੰਬਿਤ ਪਏ ਕੰਮਾਂ ਨੂੰ ਜਲਦੀ ਨਿਪਟਾਉਣ ਦੇ ਦਿੱਤੇ ਨਿਰਦੇਸ਼ bbox=[389, 146, 564, 197]
article-photo bbox=[6, 1051, 283, 1203]
article-body-continued: ਐਸ.ਏ.ਐਸ. ਨਗਰ, 8 ਨਵੰਬਰ, ਮਨਜੀਤ ਸਿੰਘ ਚਾਨਾ : ਮੋਹਾਲੀ ਸ਼ਹਿਰ ਦੇ ਸਥਾਨਕ ਮਸਲਿਆਂ ਸਬੰਧੀ ਜ਼ਿਲ੍ਹਾ ਪ੍ਰਬੰਧਕੀ ਕੰਪਲੈਕਸ ਵਿਖੇ ਕੁਲਵੰਤ ਸਿੰਘ, ਹਲਕਾ ਵਿਧਾਇਕ, ਐਸ.ਏ.ਐਸ. ਨਗਰ ਦੀ ਪ੍ਰਧਾਨਗੀ ਹੇਠ ਡਿਪਟੀ ਕਮਿਸ਼ਨਰ ਆਸ਼ਿਕਾ ਜੈਨ, ਐਸ.ਐਸ.ਪੀ. ਦੀਪਕ ਪਾਰਿਕ ਦੀ ਮੌਜੂਦਗੀ ਵਿੱਚ ਮੋਹਾਲੀ ਵਿਖੇ ਜ਼ਿਲ੍ਹਾ ਪ੍ਰਸ਼ਾਸਨ ਦੇ ਅਧਿਕਾਰੀਆਂ ਨਾਲ ਮੀਟਿੰਗ ਕੀਤੀ ਗਈ। ਵਿਧਾਇਕ ਕੁਲਵੰਤ ਸਿੰਘ ਨੇ ਅਧਿਕਾਰੀਆਂ ਨੂੰ ਸ਼ਹਿਰ ਦੇ ਲੰਬਿਤ ਪਏ ਵਿਕਾਸ ਕਾਰਜਾਂ ਨੂੰ ਜਲਦੀ ਨਿਪਟਾਉਣ ਦੇ ਨਿਰਦੇਸ਼ ਦਿੱਤੇ। ਮੀਟਿੰਗ ਵਿੱਚ ਸੜਕਾਂ, ਸੀਵਰੇਜ, ਪਾਰਕਾਂ ਦੀ ਸਾਂਭ-ਸੰਭਾਲ, ਸਟਰੀਟ ਲਾਈਟਾਂ ਅਤੇ ਟ੍ਰੈਫਿਕ ਸਮੱਸਿਆਵਾਂ ਬਾਰੇ ਵਿਸਥਾਰ ਨਾਲ ਵਿਚਾਰ ਚਰਚਾ ਕੀਤੀ ਗਈ। ਪ੍ਰਧਾਨ ਮੰਤਰੀ ਆਵਾਸ ਯੋਜਨਾ ਤਹਿਤ ਸ਼ਹਿਰੀ ਖੇਤਰ ਦੇ ਲਾਭਪਾਤਰੀਆਂ ਦੇ ਮਾਮਲਿਆਂ ਦੀ ਵੀ ਸਮੀਖਿਆ ਕੀਤੀ ਗਈ। bbox=[577, 383, 1131, 471]
article-photo bbox=[577, 145, 1131, 375]
article-body: ਗੜ੍ਹਸ਼ੰਕਰ, 8 ਨਵੰਬਰ (ਬਲਵਿੰਦਰ ਸਿੰਘ ਬਰਾੜ ਸਹਾਇਕਾਰ) ਥਾਣਾ ਮੁਖੀ ਐਸ. ਐਚ. ਓ ਬਲਜੀਤ ਸਿੰਘ ਨੇ ਆਮ ਜਨਤਾ ਨੂੰ ਆਪਸੀ ਭਾਈਚਾਰਕ ਸਾਂਝ ਬਣਾਈ ਰੱਖਣ ਦਾ ਸੁਨੇਹਾ ਦਿੱਤਾ। ਉਨ੍ਹਾਂ ਕਿਹਾ ਕਿ ਤਿਉਹਾਰਾਂ ਦੇ ਦਿਨਾਂ ਵਿੱਚ ਸਾਰੇ ਧਰਮਾਂ ਦੇ ਲੋਕ ਮਿਲ ਜੁਲ ਕੇ ਰਹਿਣ ਅਤੇ ਸ਼ਰਾਰਤੀ ਅਨਸਰਾਂ ਤੋਂ ਸੁਚੇਤ ਰਹਿਣ। ਪੁਲਿਸ ਵੱਲੋਂ ਸ਼ਹਿਰ ਵਿੱਚ ਸੁਰੱਖਿਆ ਦੇ ਪੁਖ਼ਤਾ ਪ੍ਰਬੰਧ ਕੀਤੇ ਗਏ ਹਨ। bbox=[1171, 1096, 1419, 1184]
article-body: ਰਾਮਾਂ ਮੰਡੀ 8 ਨਵੰਬਰ (ਰਾਜਵੀਰ) ਸ਼੍ਰੀ ਸਨਾਤਨ ਧਰਮ ਸਭਾ ਵੱਲੋਂ ਇੰਦਰ ਦਾਸ ਸ਼ਨੀ ਦੇਵ ਮੰਦਰ ਵਿਖੇ ਸ਼ਨੀ ਦੇਵ ਮਹਾਰਾਜ ਦੀ ਸ਼ਿਲਾ ਸਥਾਪਨਾ ਕੀਤੀ ਗਈ। ਇਸ ਮੌਕੇ ਸ਼ਹਿਰ ਵਿੱਚੋਂ ਸ਼ੋਭਾ ਯਾਤਰਾ ਕੱਢੀ ਗਈ ਜਿਸ ਦਾ ਥਾਂ ਥਾਂ ਤੇ ਸੰਗਤਾਂ ਵੱਲੋਂ ਸਵਾਗਤ ਕੀਤਾ ਗਿਆ। ਮਹੰਤ ਸ਼ੰਕਰ ਦਾਸ ਨੇ ਕਿਹਾ ਕਿ ਸ਼ਨੀ ਦੇਵ ਮਹਾਰਾਜ ਨੂੰ ਨਿਯਮਾਂ ਦਾ ਦੇਵਤਾ ਵੀ ਕਿਹਾ ਜਾਂਦਾ ਹੈ। bbox=[1171, 813, 1506, 870]
page-number: 9 bbox=[1424, 0, 1512, 49]
article-photo bbox=[734, 639, 994, 830]
article-headline: ਡੇਂਗੂ ਤੋਂ ਬਚਾਅ ਲਈ ਸਿਹਤ ਵਿਭਾਗ ਦੀ ਟੀਮ ਨੇ ਵਿਸ਼ੇਸ਼ ਮੁਹਿੰਮ ਚਲਾਈ bbox=[858, 995, 1157, 1042]
article-body: ਗੁਰਦਾਸਪੁਰ, 8 ਨਵੰਬਰ ( ਗੁਲਸ਼ਨ ਰਣੀਆਂ) ਸ੍ਰੀ ਸੁਰਿੰਦਰ ਸਿੰਘ, ਵਧੀਕ ਡਿਪਟੀ ਕਮਿਸ਼ਨਰ (ਜ) ਨੇ ਸਰਦਾਰ ਹਰੀ ਸਿੰਘ ਨਲਵਾ ਜੋਸ਼ ਉਤਸ਼ਵ ਮਨਾਉਣ ਦੀ ਰੂਪ ਰੇਖਾ ਉਲੀਕਣ ਸਬੰਧੀ ਅਧਿਕਾਰੀਆਂ ਨਾਲ ਮੀਟਿੰਗ ਕੀਤੀ। ਉਨ੍ਹਾਂ ਕਿਹਾ ਕਿ ਇਸ ਉਤਸ਼ਵ ਦਾ ਮੁੱਖ ਮਕਸਦ ਨੌਜਵਾਨ ਪੀੜ੍ਹੀ ਨੂੰ ਸਰਦਾਰ ਹਰੀ ਸਿੰਘ ਨਲਵਾ ਦੇ ਜੀਵਨ ਅਤੇ ਬਹਾਦਰੀ ਤੋਂ ਜਾਣੂ ਕਰਵਾਉਣਾ ਹੈ। ਇਸ ਦੌਰਾਨ ਵੱਖ-ਵੱਖ ਮੁਕਾਬਲੇ ਕਰਵਾਏ ਜਾਣਗੇ। bbox=[577, 1383, 1160, 1426]
article-photo bbox=[821, 1598, 1160, 1718]
article-headline: ਡਿਪਟੀ ਕਮਿਸ਼ਨਰ ਵੱਲੋਂ ਸੇਵਾ ਕੇਂਦਰ ਜਾ ਕੇ ਆਪਣੇ ਤੇ ਆਪਣੇ ਬੱਚਿਆਂ ਦੇ ਆਧਾਰ ਅਪਡੇਟ ਕਰਵਾਉਣ ਦੀ ਅਪੀਲ bbox=[11, 58, 370, 132]
article-counting-staff bbox=[6, 995, 566, 1358]
article-subheadline: ਸ਼ਨੀ ਦੇਵ ਮਹਾਰਾਜ ਨੂੰ ਨਿਯਮਾਂ ਦਾ ਦੇਵਤਾ ਵੀ ਕਿਹਾ ਜਾਂਦਾ: ਮਹੰਤ ਸ਼ੰਕਰ ਦਾਸ bbox=[1177, 593, 1499, 607]
article-body: ਮੋਹਾਲੀ, 08 ਨਵੰਬਰ, ਮਨਜੀਤ ਸਿੰਘ ਚੰਨਾ : ਸਿਵਲ ਸਰਜਨ ਡਾ. ਦਵਿੰਦਰ ਕੁਮਾਰ ਦੀ ਅਗਵਾਈ ਹੇਠ ਸਿਹਤ ਵਿਭਾਗ ਦੀ ਟੀਮ ਨੇ ਡੇਂਗੂ ਤੋਂ ਬਚਾਅ ਲਈ ਵਿਸ਼ੇਸ਼ ਮੁਹਿੰਮ ਚਲਾਈ। ਟੀਮ ਵੱਲੋਂ ਘਰ-ਘਰ ਜਾ ਕੇ ਲਾਰਵਾ ਦੀ ਜਾਂਚ ਕੀਤੀ ਗਈ ਅਤੇ ਲੋਕਾਂ ਨੂੰ ਆਪਣੇ ਆਲੇ-ਦੁਆਲੇ ਪਾਣੀ ਖੜ੍ਹਾ ਨਾ ਹੋਣ ਦੇਣ ਦੀ ਅਪੀਲ ਕੀਤੀ ਗਈ। 'ਹਰ ਸ਼ੁੱਕਰਵਾਰ ਡੇਂਗੂ ਤੇ ਵਾਰ' ਤਹਿਤ ਜਾਗਰੂਕਤਾ ਗਤੀਵਿਧੀਆਂ ਕੀਤੀਆਂ ਗਈਆਂ। bbox=[854, 1192, 1161, 1265]
article-body: ਕਾਹਨੂੰਵਾਨ 8 ਨਵੰਬਰ (ਹਰਬਲਨ ਸਿੰਘ ਸੈਣੀ) – ਸਿਵਲ ਸਰਜਨ ਗੁਰਦਾਸਪੁਰ ਡਾ. ਭਾਰਤ ਭੂਸ਼ਣ ਦੇ ਦਿਸ਼ਾ ਨਿਰਦੇਸ਼ਾਂ ਤਹਿਤ ਸੀਨੀਅਰ ਮੈਡੀਕਲ ਅਫ਼ਸਰ ਡਾ. ਨੀਲਮ ਦੀ ਯੋਗ ਅਗਵਾਈ ਵਿੱਚ ਸਿਹਤ ਕੇਂਦਰ ਵਿਖੇ ਵਿਸ਼ਵ ਕੈਂਸਰ ਦਿਵਸ ਮਨਾਇਆ ਗਿਆ। ਇਸ ਮੌਕੇ ਲੋਕਾਂ ਨੂੰ ਕੈਂਸਰ ਦੇ ਲੱਛਣਾਂ, ਬਚਾਅ ਅਤੇ ਇਲਾਜ ਬਾਰੇ ਜਾਗਰੂਕ ਕੀਤਾ ਗਿਆ। ਮੁੱਖ ਮੰਤਰੀ ਕੈਂਸਰ ਰਾਹਤ ਕੋਸ਼ ਤਹਿਤ 1.50 ਲੱਖ ਰੁਪਏ ਤੱਕ ਦੇ ਇਲਾਜ ਦੀ ਸਹੂਲਤ ਬਾਰੇ ਵੀ ਦੱਸਿਆ ਗਿਆ। bbox=[1171, 1742, 1506, 1814]
cmyk-marks-left bbox=[0, 2396, 69, 2407]
article-dsp-meeting bbox=[577, 1549, 1160, 1872]
issue-date: ਸ਼ਨਿੱਚਰਵਾਰ, 9 ਨਵੰਬਰ 2024 bbox=[1186, 13, 1410, 35]
